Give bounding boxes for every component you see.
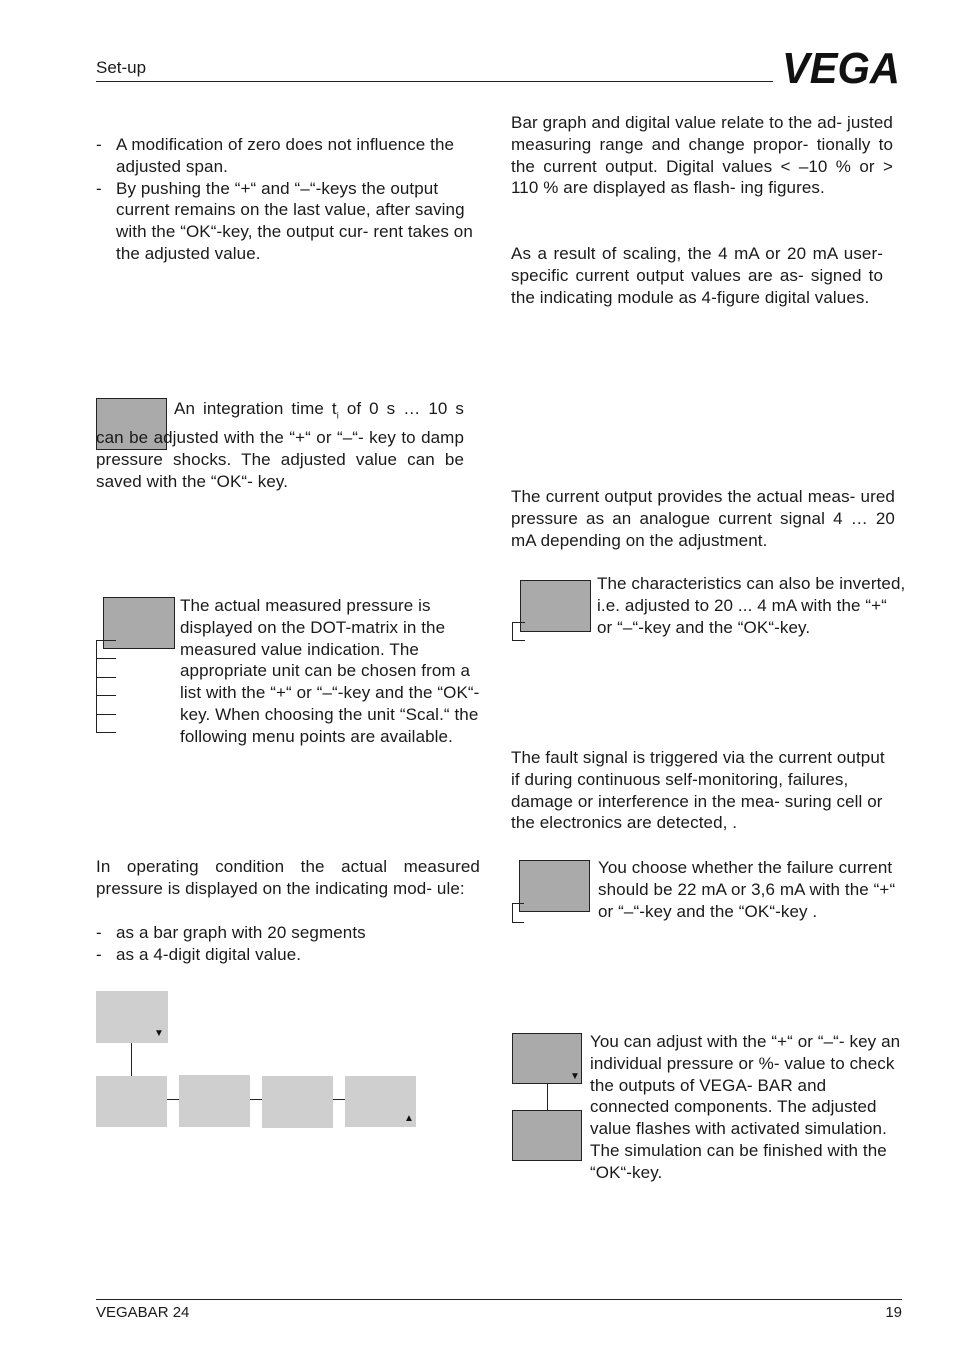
unit-tree-branch xyxy=(96,658,116,659)
triangle-down-icon: ▼ xyxy=(154,1028,164,1039)
scal-submenu-box-1 xyxy=(96,1076,167,1127)
simulation-text: You can adjust with the “+“ or “–“- key an individual pressure or %- value to check the outputs of VEGA- BAR and connected components. The adjusted value flashes with activated simulation. The simulation can be finished with the “OK“-key. xyxy=(590,1032,901,1182)
operating-list xyxy=(96,922,480,966)
unit-tree-vertical xyxy=(96,640,97,733)
characteristics-menu-box xyxy=(520,580,591,632)
failure-bracket xyxy=(512,922,524,923)
characteristics-text: The characteristics can also be inverted, i.e. adjusted to 20 ... 4 mA with the “+“ or “–“-key and the “OK“-key. xyxy=(597,574,906,637)
list-item: - as a bar graph with 20 segments xyxy=(96,922,480,944)
footer-divider xyxy=(96,1299,902,1300)
bar-graph-text: Bar graph and digital value relate to the ad- justed measuring range and change propor- tionally to the current output. Digital values < –10 % or > 110 % are displayed as flash- ing figures. xyxy=(511,113,893,198)
simulation-submenu-box xyxy=(512,1110,582,1161)
failure-current-menu-box xyxy=(519,860,590,912)
zero-notes-list xyxy=(96,134,486,265)
simulation-connector xyxy=(547,1084,548,1110)
fault-signal-text: The fault signal is triggered via the current output if during continuous self-monitoring, failures, damage or interference in the mea- suring cell or the electronics are detected, . xyxy=(511,748,885,833)
list-item: - A modification of zero does not influence the adjusted span. xyxy=(96,134,486,178)
current-output-text: The current output provides the actual meas- ured pressure as an analogue current signal 4 … 20 mA depending on the adjustment. xyxy=(511,487,895,550)
list-item: - By pushing the “+“ and “–“-keys the output current remains on the last value, after saving with the “OK“-key, the output cur- rent takes on the adjusted value. xyxy=(96,178,486,265)
failure-current-text: You choose whether the failure current should be 22 mA or 3,6 mA with the “+“ or “–“-key and the “OK“-key . xyxy=(598,858,896,921)
failure-bracket xyxy=(512,903,524,904)
list-item: - as a 4-digit digital value. xyxy=(96,944,480,966)
unit-tree-branch xyxy=(96,714,116,715)
unit-text: The actual measured pressure is displayed on the DOT-matrix in the measured value indication. The appropriate unit can be chosen from a list with the “+“ or “–“-key and the “OK“-key. When choosing the unit “Scal.“ the following menu points are available. xyxy=(180,596,480,746)
vega-logo xyxy=(782,50,902,86)
triangle-down-icon: ▼ xyxy=(570,1071,580,1082)
scaling-text: As a result of scaling, the 4 mA or 20 mA user-specific current output values are as- signed to the indicating module as 4-figure digital values. xyxy=(511,244,883,307)
integration-text: An integration time $t_i$ of 0 s … 10 s can be adjusted with the “+“ or “–“- key to damp pressure shocks. The adjusted value can be saved with the “OK“- key. xyxy=(96,399,464,491)
diagram-connector xyxy=(333,1099,345,1100)
unit-tree-branch xyxy=(96,640,116,641)
unit-tree-branch xyxy=(96,732,116,733)
unit-menu-box xyxy=(103,597,175,649)
page-number: 19 xyxy=(885,1304,902,1321)
scal-submenu-box-3 xyxy=(262,1076,333,1128)
diagram-connector xyxy=(131,1043,132,1076)
characteristics-bracket xyxy=(512,622,513,641)
header-title: Set-up xyxy=(96,58,147,77)
header-divider xyxy=(96,81,773,82)
diagram-connector xyxy=(167,1099,179,1100)
unit-tree-branch xyxy=(96,677,116,678)
unit-tree-branch xyxy=(96,695,116,696)
scal-submenu-box-2 xyxy=(179,1075,250,1127)
failure-bracket xyxy=(512,903,513,923)
characteristics-bracket xyxy=(512,640,525,641)
triangle-up-icon: ▲ xyxy=(404,1113,414,1124)
characteristics-bracket xyxy=(512,622,525,623)
footer-product: VEGABAR 24 xyxy=(96,1304,190,1321)
diagram-connector xyxy=(250,1099,262,1100)
operating-intro: In operating condition the actual measured pressure is displayed on the indicating mod- ule: xyxy=(96,857,480,898)
logo-text: VEGA xyxy=(782,50,900,86)
